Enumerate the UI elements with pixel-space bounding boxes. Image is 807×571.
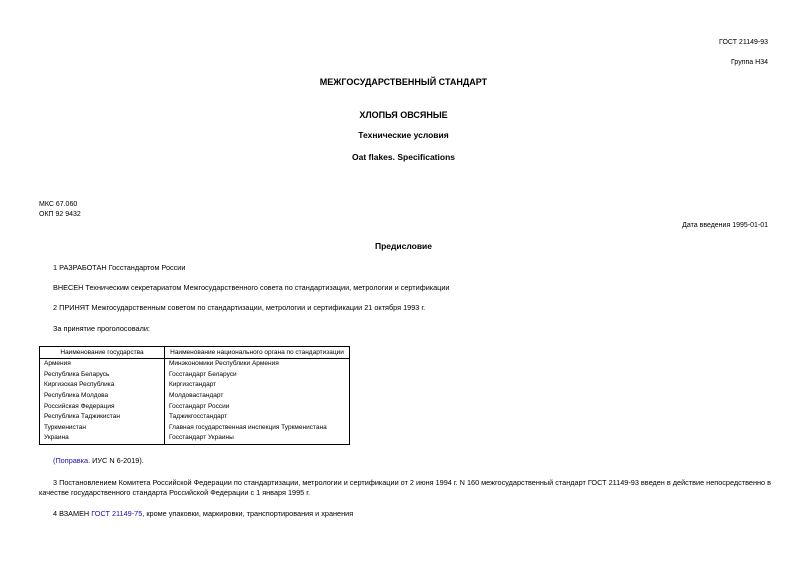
paragraph-adopted: 2 ПРИНЯТ Межгосударственным советом по стандартизации, метрологии и сертификации 21 октября 1993 г. (53, 303, 426, 312)
column-header-state: Наименование государства (40, 347, 165, 359)
paragraph-submitted: ВНЕСЕН Техническим секретариатом Межгосударственного совета по стандартизации, метрологии и сертификации (53, 283, 450, 292)
table-cell-state: Туркменистан (40, 423, 165, 434)
amendment-source: . ИУС N 6-2019). (88, 456, 144, 465)
table-row (40, 370, 350, 381)
document-code: ГОСТ 21149-93 (719, 39, 768, 46)
table-cell-state: Армения (40, 359, 165, 370)
paragraph-enacted-line2: качестве государственного стандарта Российской Федерации с 1 января 1995 г. (39, 488, 311, 497)
foreword-heading: Предисловие (374, 241, 433, 251)
paragraph-voted: За принятие проголосовали: (53, 324, 150, 333)
okp-code: ОКП 92 9432 (39, 211, 81, 218)
table-row (40, 423, 350, 434)
table-cell-body: Госстандарт России (165, 401, 350, 412)
table-cell-state: Российская Федерация (40, 401, 165, 412)
table-row (40, 412, 350, 423)
group-code: Группа Н34 (731, 59, 768, 66)
introduction-date: Дата введения 1995-01-01 (682, 222, 768, 229)
paragraph-enacted-line1: 3 Постановлением Комитета Российской Федерации по стандартизации, метрологии и сертификации от 2 июня 1994 г. N 160 межгосударственный стандарт ГОСТ 21149-93 введен в действие непосредственно в (53, 478, 771, 487)
table-row (40, 380, 350, 391)
amendment-link[interactable]: Поправка (55, 456, 89, 465)
table-row (40, 433, 350, 444)
table-cell-body: Минэкономики Республики Армения (165, 359, 350, 370)
table-cell-body: Киргизстандарт (165, 380, 350, 391)
table-cell-state: Республика Таджикистан (40, 412, 165, 423)
replaces-prefix: 4 ВЗАМЕН (53, 509, 92, 518)
column-header-body: Наименование национального органа по стандартизации (165, 347, 350, 359)
replaced-standard-link[interactable]: ГОСТ 21149-75 (91, 509, 143, 518)
table-cell-state: Республика Беларусь (40, 370, 165, 381)
table-header-row (40, 347, 350, 359)
table-row (40, 391, 350, 402)
table-cell-body: Главная государственная инспекция Туркменистана (165, 423, 350, 434)
replaces-suffix: , кроме упаковки, маркировки, транспортирования и хранения (142, 509, 354, 518)
table-cell-state: Киргизская Республика (40, 380, 165, 391)
table-cell-body: Молдовастандарт (165, 391, 350, 402)
table-cell-body: Госстандарт Беларуси (165, 370, 350, 381)
amendment-open-paren: ( (53, 456, 56, 465)
amendment-note (53, 456, 144, 465)
mks-code: МКС 67.060 (39, 201, 78, 208)
voting-states-table (39, 346, 350, 445)
document-title-english: Oat flakes. Specifications (352, 152, 455, 162)
table-row (40, 401, 350, 412)
document-title: ХЛОПЬЯ ОВСЯНЫЕ (359, 110, 448, 120)
table-row (40, 359, 350, 370)
table-cell-state: Украина (40, 433, 165, 444)
standard-type: МЕЖГОСУДАРСТВЕННЫЙ СТАНДАРТ (319, 77, 488, 87)
table-cell-body: Таджикгосстандарт (165, 412, 350, 423)
table-cell-body: Госстандарт Украины (165, 433, 350, 444)
table-cell-state: Республика Молдова (40, 391, 165, 402)
paragraph-developed: 1 РАЗРАБОТАН Госстандартом России (53, 263, 186, 272)
document-subtitle: Технические условия (358, 130, 449, 140)
paragraph-replaces (53, 509, 353, 518)
